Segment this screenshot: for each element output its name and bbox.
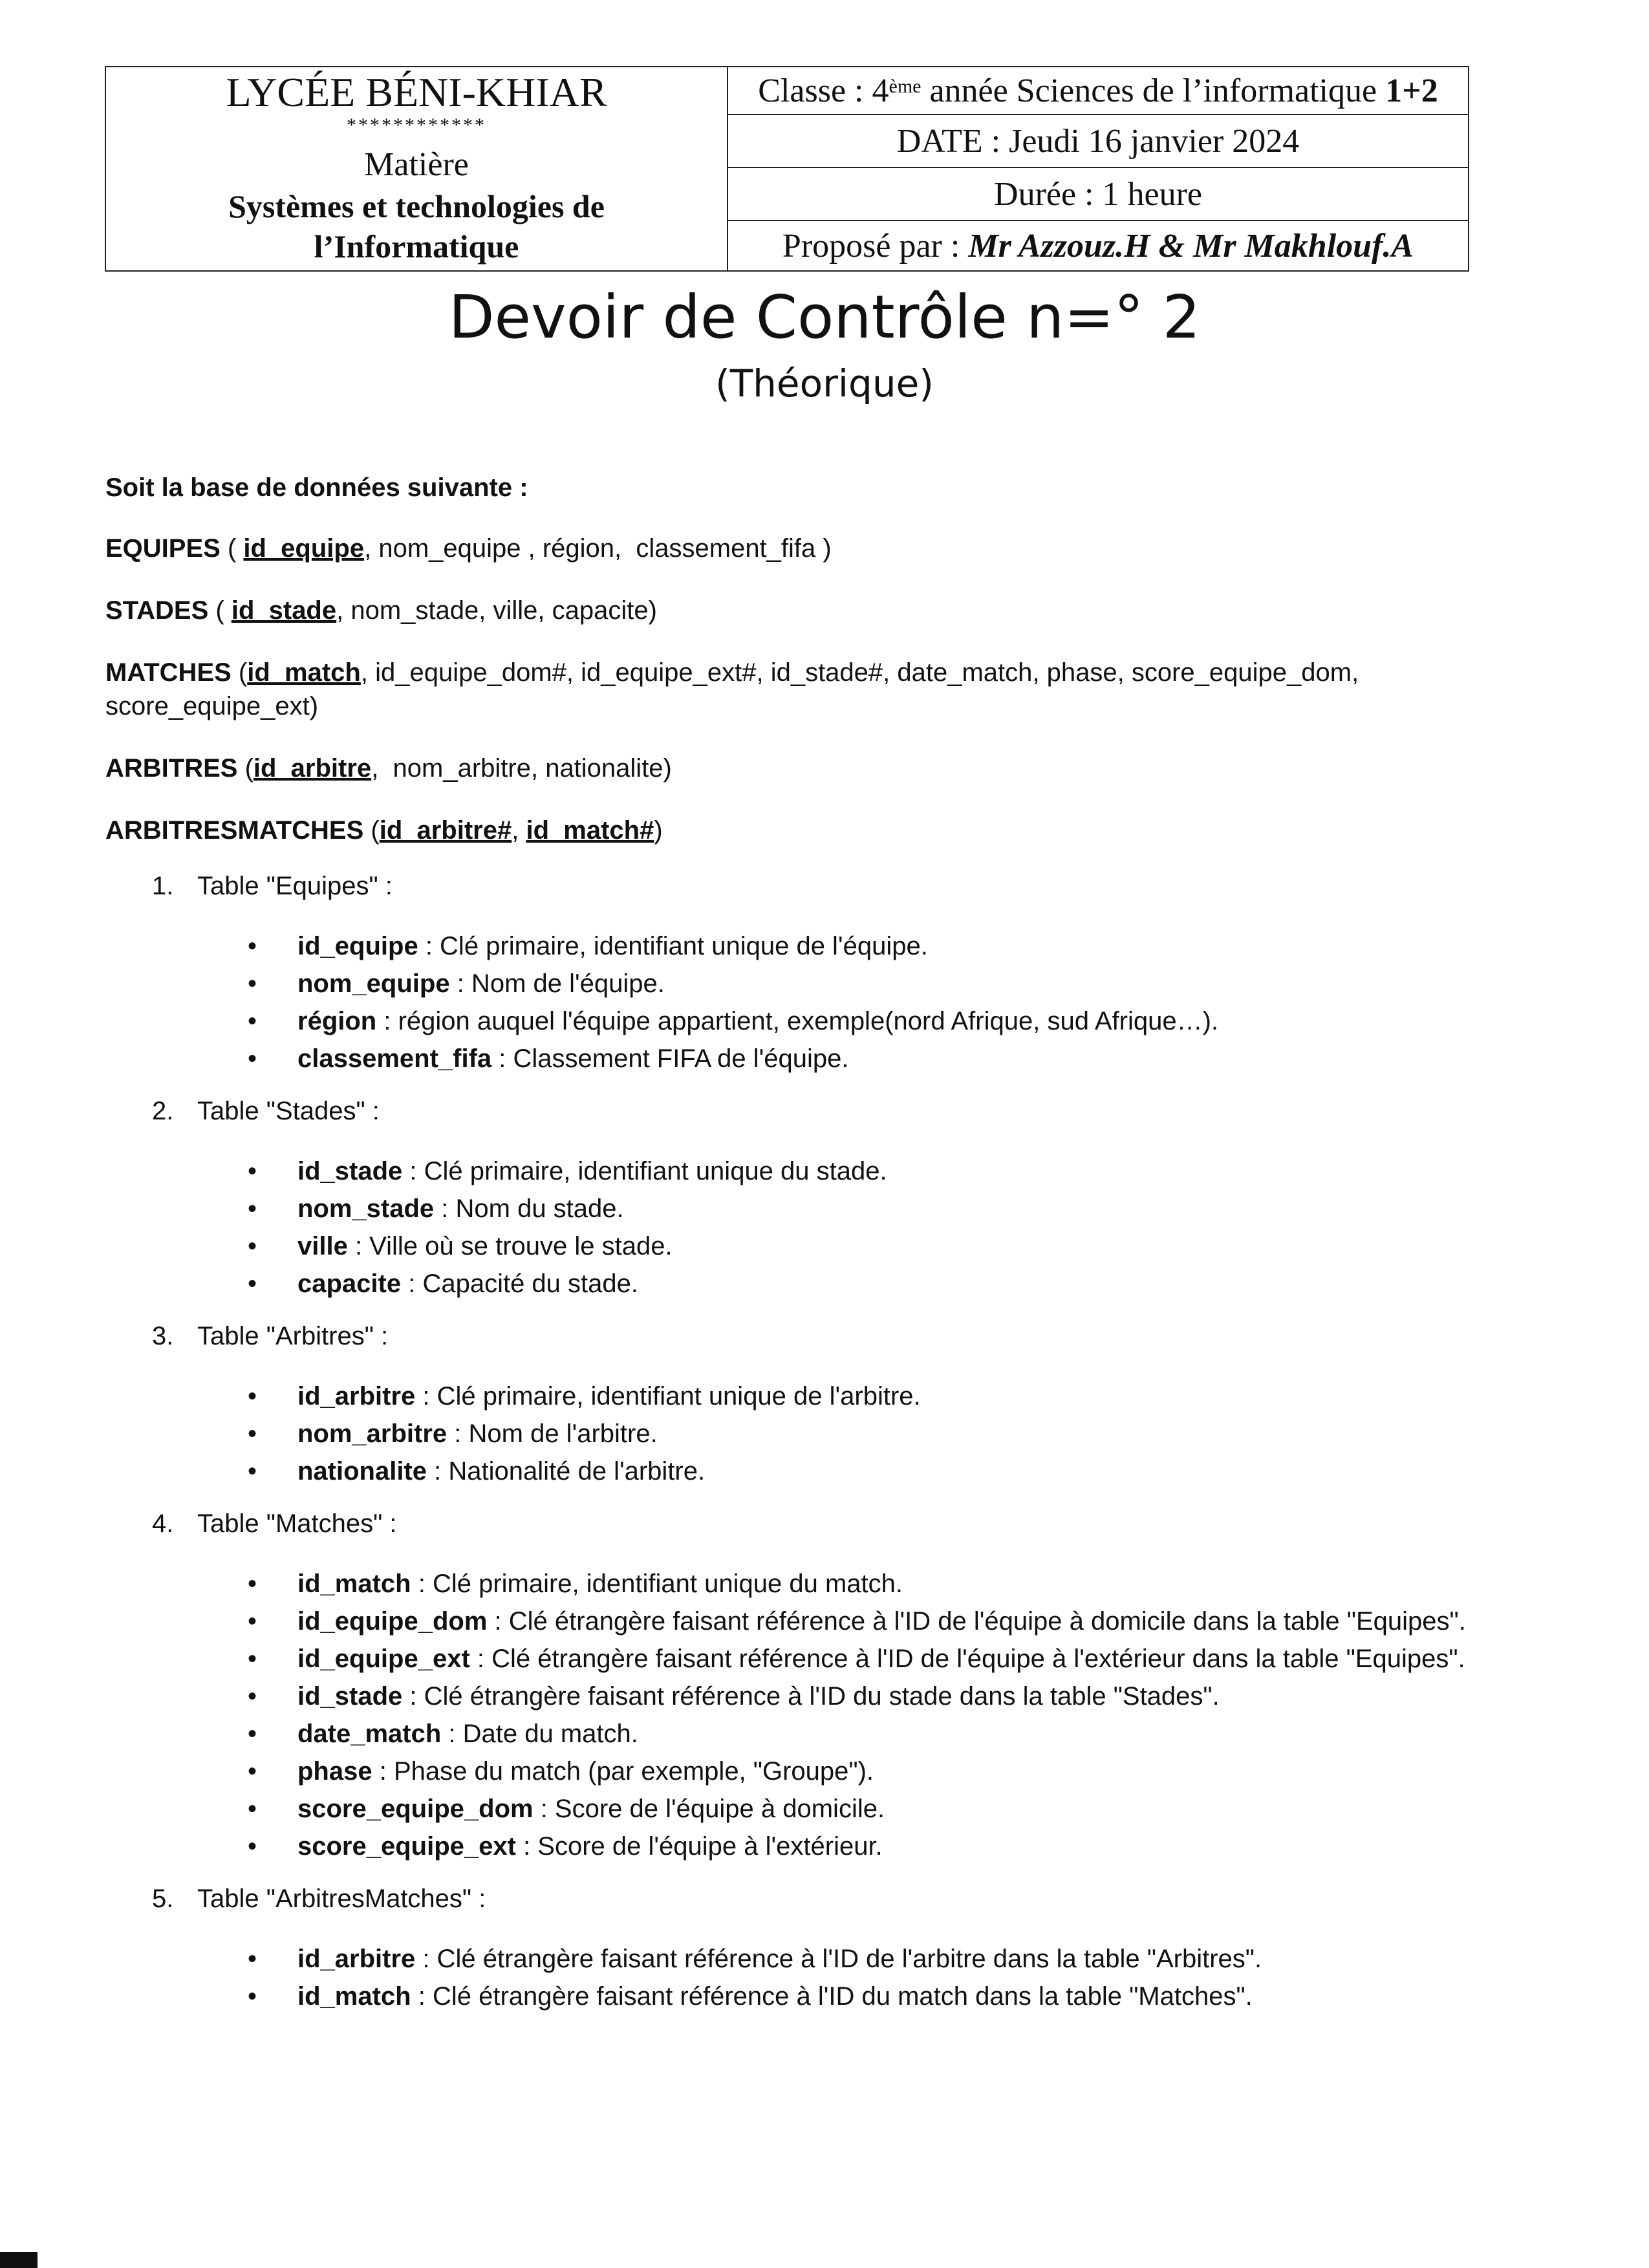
attribute-desc: : Clé étrangère faisant référence à l'ID de l'équipe à domicile dans la table "Equipes". — [487, 1607, 1466, 1636]
section-title: Table "ArbitresMatches" : — [197, 1885, 486, 1913]
propose-label: Proposé par : — [782, 227, 969, 265]
attribute-desc: : région auquel l'équipe appartient, exemple(nord Afrique, sud Afrique…). — [376, 1007, 1219, 1035]
bullet-icon: • — [248, 1645, 257, 1673]
schema-arbitresmatches — [105, 814, 1554, 847]
schema-matches — [105, 656, 1554, 723]
bullet-icon: • — [248, 1044, 257, 1073]
attribute-name: id_equipe — [297, 932, 418, 960]
bullet-icon: • — [248, 932, 257, 960]
attribute-name: id_arbitre — [297, 1382, 416, 1410]
list-item — [105, 1978, 1554, 2015]
attribute-desc: : Nom de l'équipe. — [449, 969, 665, 998]
attribute-desc: : Clé étrangère faisant référence à l'ID du match dans la table "Matches". — [411, 1982, 1253, 2011]
attribute-list-arbitres — [105, 1377, 1554, 1490]
primary-key: id_stade — [231, 596, 337, 625]
relation-name: ARBITRES — [105, 754, 238, 783]
relation-name: MATCHES — [105, 658, 232, 687]
bullet-icon: • — [248, 1194, 257, 1223]
bullet-icon: • — [248, 1607, 257, 1636]
section-stades — [105, 1094, 1554, 1128]
section-equipes — [105, 869, 1554, 903]
attribute-list-stades — [105, 1152, 1554, 1302]
attribute-name: id_match — [297, 1982, 411, 2011]
bullet-icon: • — [248, 969, 257, 998]
relation-attributes-cont: score_equipe_ext) — [105, 692, 319, 720]
relation-attributes: , nom_equipe , région, classement_fifa ) — [364, 534, 832, 563]
list-item — [105, 1640, 1554, 1678]
list-item — [105, 927, 1554, 965]
exam-title: Devoir de Contrôle n=° 2 — [448, 283, 1201, 352]
relation-attributes: , id_equipe_dom#, id_equipe_ext#, id_stade#, date_match, phase, score_equipe_dom, — [360, 658, 1359, 687]
attribute-desc: : Capacité du stade. — [401, 1269, 639, 1298]
section-number: 2. — [152, 1097, 174, 1125]
attribute-desc: : Score de l'équipe à l'extérieur. — [515, 1832, 883, 1861]
attribute-list-matches — [105, 1565, 1554, 1865]
propose-cell — [728, 221, 1468, 270]
relation-name: STADES — [105, 596, 209, 625]
bullet-icon: • — [248, 1007, 257, 1035]
exam-subtitle: (Théorique) — [715, 362, 934, 405]
bullet-icon: • — [248, 1232, 257, 1260]
bullet-icon: • — [248, 1757, 257, 1786]
key-separator: , — [512, 816, 526, 845]
attribute-name: région — [297, 1007, 377, 1035]
schema-equipes — [105, 532, 1554, 565]
list-item — [105, 1940, 1554, 1978]
attribute-name: classement_fifa — [297, 1044, 492, 1073]
foreign-key: id_arbitre# — [379, 816, 512, 845]
list-item — [105, 1190, 1554, 1227]
list-item — [105, 1790, 1554, 1828]
stars-divider: ************ — [347, 114, 486, 136]
attribute-desc: : Clé étrangère faisant référence à l'ID du stade dans la table "Stades". — [402, 1682, 1220, 1711]
date-cell — [728, 115, 1468, 168]
section-title: Table "Equipes" : — [197, 872, 393, 900]
classe-prefix: Classe : 4 — [758, 72, 889, 109]
relation-name: EQUIPES — [105, 534, 221, 563]
relation-open: ( — [363, 816, 380, 845]
bullet-icon: • — [248, 1269, 257, 1298]
attribute-desc: : Clé primaire, identifiant unique de l'arbitre. — [415, 1382, 921, 1410]
list-item — [105, 965, 1554, 1002]
scan-edge-mark — [0, 2252, 38, 2268]
matiere-name-line1: Systèmes et technologies de — [228, 188, 605, 224]
relation-name: ARBITRESMATCHES — [105, 816, 364, 845]
attribute-desc: : Phase du match (par exemple, "Groupe"). — [372, 1757, 874, 1786]
relation-attributes: , nom_arbitre, nationalite) — [371, 754, 672, 783]
attribute-desc: : Nationalité de l'arbitre. — [427, 1457, 706, 1485]
intro-text: Soit la base de données suivante : — [105, 473, 528, 502]
attribute-desc: : Clé primaire, identifiant unique du stade. — [402, 1157, 887, 1185]
list-item — [105, 1753, 1554, 1790]
attribute-desc: : Date du match. — [441, 1720, 638, 1748]
bullet-icon: • — [248, 1832, 257, 1861]
bullet-icon: • — [248, 1157, 257, 1185]
attribute-desc: : Clé primaire, identifiant unique de l'équipe. — [418, 932, 928, 960]
classe-groups: 1+2 — [1385, 72, 1438, 109]
section-number: 1. — [152, 872, 174, 900]
bullet-icon: • — [248, 1682, 257, 1711]
attribute-name: id_equipe_dom — [297, 1607, 488, 1636]
attribute-desc: : Nom de l'arbitre. — [447, 1420, 658, 1448]
foreign-key: id_match# — [526, 816, 654, 845]
matiere-name-line2: l’Informatique — [314, 228, 519, 265]
attribute-name: capacite — [297, 1269, 402, 1298]
attribute-desc: : Nom du stade. — [434, 1194, 624, 1223]
attribute-list-arbitresmatches — [105, 1940, 1554, 2015]
list-item — [105, 1265, 1554, 1302]
bullet-icon: • — [248, 1982, 257, 2011]
matiere-label: Matière — [364, 146, 469, 183]
list-item — [105, 1002, 1554, 1040]
section-arbitresmatches — [105, 1882, 1554, 1916]
bullet-icon: • — [248, 1420, 257, 1448]
list-item — [105, 1227, 1554, 1265]
exam-duration: Durée : 1 heure — [994, 175, 1202, 213]
duree-cell — [728, 168, 1468, 221]
attribute-name: id_stade — [297, 1682, 403, 1711]
header-table — [105, 66, 1469, 272]
section-title: Table "Matches" : — [197, 1509, 397, 1538]
list-item — [105, 1565, 1554, 1603]
attribute-name: score_equipe_dom — [297, 1795, 534, 1823]
list-item — [105, 1828, 1554, 1865]
primary-key: id_match — [247, 658, 361, 687]
list-item — [105, 1715, 1554, 1753]
list-item — [105, 1152, 1554, 1190]
bullet-icon: • — [248, 1382, 257, 1410]
list-item — [105, 1603, 1554, 1640]
propose-names: Mr Azzouz.H & Mr Makhlouf.A — [968, 227, 1414, 265]
attribute-list-equipes — [105, 927, 1554, 1077]
school-name: LYCÉE BÉNI-KHIAR — [226, 69, 607, 115]
section-number: 5. — [152, 1885, 174, 1913]
attribute-name: id_arbitre — [297, 1945, 416, 1973]
attribute-name: date_match — [297, 1720, 442, 1748]
attribute-name: nom_stade — [297, 1194, 435, 1223]
relation-open: ( — [208, 596, 232, 625]
classe-rest: année Sciences de l’informatique — [921, 72, 1386, 109]
relation-open: ( — [237, 754, 253, 783]
schema-arbitres — [105, 751, 1554, 785]
bullet-icon: • — [248, 1720, 257, 1748]
list-item — [105, 1040, 1554, 1077]
relation-close: ) — [654, 816, 663, 845]
section-title: Table "Arbitres" : — [197, 1322, 389, 1350]
attribute-name: ville — [297, 1232, 348, 1260]
primary-key: id_arbitre — [253, 754, 372, 783]
bullet-icon: • — [248, 1945, 257, 1973]
attribute-name: id_equipe_ext — [297, 1645, 470, 1673]
section-number: 4. — [152, 1509, 174, 1538]
section-number: 3. — [152, 1322, 174, 1350]
bullet-icon: • — [248, 1795, 257, 1823]
exam-info — [728, 67, 1468, 270]
attribute-desc: : Score de l'équipe à domicile. — [533, 1795, 885, 1823]
exam-date: DATE : Jeudi 16 janvier 2024 — [896, 122, 1300, 160]
attribute-name: nom_equipe — [297, 969, 450, 998]
attribute-name: id_stade — [297, 1157, 403, 1185]
school-info — [106, 67, 728, 270]
attribute-desc: : Clé étrangère faisant référence à l'ID de l'arbitre dans la table "Arbitres". — [415, 1945, 1262, 1973]
bullet-icon: • — [248, 1457, 257, 1485]
attribute-desc: : Classement FIFA de l'équipe. — [491, 1044, 849, 1073]
attribute-name: id_match — [297, 1570, 411, 1598]
section-arbitres — [105, 1319, 1554, 1353]
schema-stades — [105, 594, 1554, 627]
list-item — [105, 1377, 1554, 1415]
primary-key: id_equipe — [243, 534, 365, 563]
exam-body — [105, 471, 1554, 2032]
relation-attributes: , nom_stade, ville, capacite) — [336, 596, 657, 625]
section-matches — [105, 1507, 1554, 1540]
attribute-desc: : Clé étrangère faisant référence à l'ID de l'équipe à l'extérieur dans la table "Equipes". — [469, 1645, 1465, 1673]
list-item — [105, 1415, 1554, 1453]
classe-sup: ème — [889, 76, 921, 97]
attribute-name: nom_arbitre — [297, 1420, 447, 1448]
attribute-desc: : Clé primaire, identifiant unique du match. — [411, 1570, 903, 1598]
attribute-name: phase — [297, 1757, 372, 1786]
attribute-desc: : Ville où se trouve le stade. — [347, 1232, 673, 1260]
classe-cell — [728, 67, 1468, 115]
attribute-name: nationalite — [297, 1457, 427, 1485]
relation-open: ( — [231, 658, 248, 687]
section-title: Table "Stades" : — [197, 1097, 380, 1125]
list-item — [105, 1453, 1554, 1490]
relation-open: ( — [220, 534, 244, 563]
list-item — [105, 1678, 1554, 1715]
attribute-name: score_equipe_ext — [297, 1832, 516, 1861]
bullet-icon: • — [248, 1570, 257, 1598]
